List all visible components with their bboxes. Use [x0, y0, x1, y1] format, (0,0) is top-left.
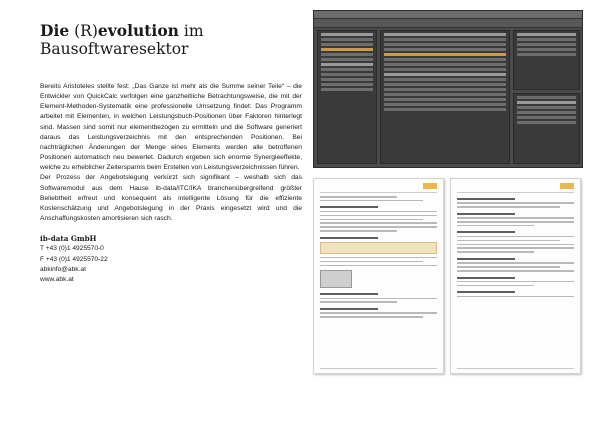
title-word-im: im — [178, 22, 204, 40]
document-page-left — [313, 178, 444, 374]
paragraph-1: Bereits Aristoteles stellte fest: „Das Ganze ist mehr als die Summe seiner Teile“ – die Entwickler von QuickCalc verfolgen eine ganzheitliche Betrachtungsweise, die mit der Element-Methoden-Systematik eine professionelle Umsetzung findet: Das Programm arbeitet mit Elementen, in welchen Leistungsbuch-Positionen über Faktoren hinterlegt sind. Massen sind somit nur elementbezogen zu ermitteln und die Software generiert daraus das Leistungsverzeichnis mit den entsprechenden Positionen. Bei nachträglichen Änderungen der Menge eines Elements werden alle betroffenen Positionen automatisch neu bewertet. Dadurch ergeben sich enorme Synergieeffekte, welche zu erheblicher Zeitersparnis beim Erstellen von Leistungsverzeichnissen führen. — [40, 83, 302, 172]
title-word-r: (R) — [69, 22, 98, 40]
abk-logo-icon — [560, 183, 574, 189]
contact-block — [40, 234, 302, 285]
paragraph-2: Der Prozess der Angebotslegung verkürzt sich signifikant – weshalb sich das Softwaremodul aus dem Hause ib-data/ITC/IKA branchenübergreifend größter Beliebtheit erfreut und konsequent als intelligente Lösung für die effiziente Kostenschätzung und Angebotslegung in der Praxis eingesetzt wird und die Anschaffungskosten amortisieren sich rasch. — [40, 174, 302, 223]
screenshot-toolbar — [314, 19, 582, 28]
website: www.abk.at — [40, 276, 74, 283]
software-screenshot — [313, 10, 583, 168]
page-image-icon — [320, 270, 352, 288]
screenshot-left-pane — [317, 30, 377, 164]
abk-logo-icon — [423, 183, 437, 189]
title-word-die: Die — [40, 21, 70, 40]
article-body — [40, 82, 302, 224]
company-name: ib-data GmbH — [40, 234, 97, 244]
email-address: abkinfo@abk.at — [40, 265, 86, 273]
screenshot-center-pane — [380, 30, 510, 164]
screenshot-titlebar — [314, 11, 582, 19]
title-word-evolution: evolution — [97, 21, 179, 40]
article-title — [40, 22, 302, 58]
document-page-right — [450, 178, 581, 374]
screenshot-right-bottom-pane — [513, 93, 580, 164]
fax-number: F +43 (0)1 4925570-22 — [40, 255, 108, 263]
article — [40, 22, 302, 285]
screenshot-right-top-pane — [513, 30, 580, 90]
title-line-2: Bausoftwaresektor — [40, 40, 189, 58]
phone-number: T +43 (0)1 4925570-0 — [40, 245, 104, 253]
